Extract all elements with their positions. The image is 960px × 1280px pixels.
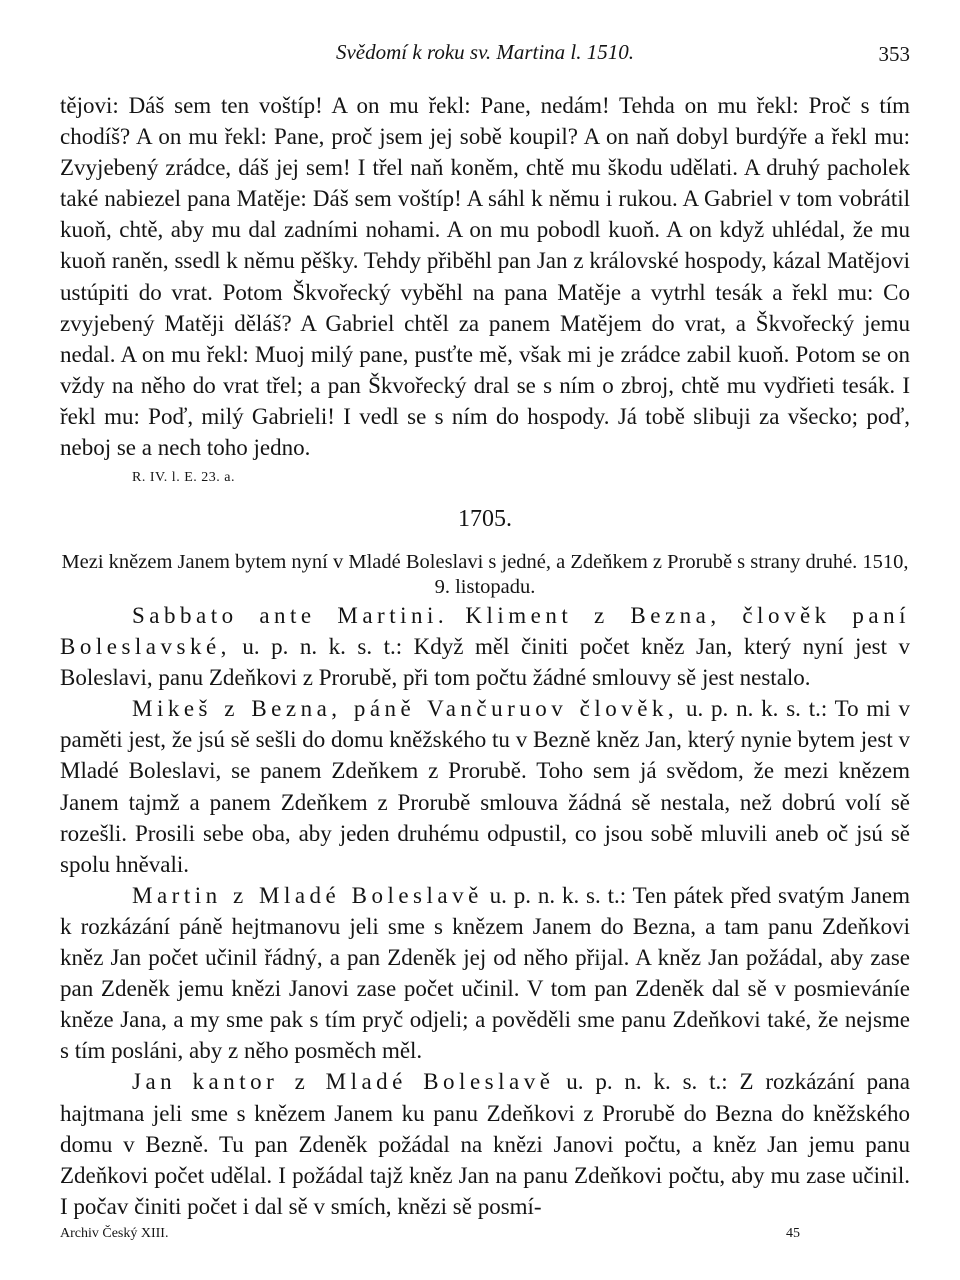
witness-name: Jan kantor z Mladé Boleslavě — [132, 1069, 555, 1095]
continued-text-block — [60, 90, 910, 463]
date-phrase: Sabbato ante Martini. — [132, 603, 449, 628]
testimony-text: u. p. n. k. s. t.: Ten pátek před svatým Janem k rozkázání páně hejtmanovu jeli sme s knězem Janem do Bezna, a tam panu Zdeňkovi kněz Jan počet učinil řádný, a pan Zdeněk jej od něho přijal. A kněz Jan požádal, aby zase pan Zdeněk jemu knězi Janovi zase počet učinil. V tom pan Zdeněk dal sě v posmieváníe kněze Jana, a my sme pak s tím pryč odjeli; a pověděli sme panu Zdeňkovi také, že nejsme s tím posláni, aby z něho posměch měl. — [60, 882, 910, 1064]
page-footer — [60, 1226, 910, 1246]
continued-paragraph: tějovi: Dáš sem ten voštíp! A on mu řekl: Pane, nedám! Tehda on mu řekl: Proč s tím chodíš? A on mu řekl: Pane, proč jsem jej sobě koupil? A on naň dobyl burdýře a řekl mu: Zvyjebený zrádce, dáš jej sem! I třel naň koněm, chtě mu škodu udělati. A druhý pacholek také nabiezel pana Matěje: Dáš sem voštíp! A sáhl k němu i rukou. A Gabriel v tom vobrátil kuoň, chtě, aby mu dal zadními nohami. A on mu pobodl kuoň. A on když uhlédal, že mu kuoň raněn, ssedl k němu pěšky. Tehdy přiběhl pan Jan z královské hospody, kázal Matějovi ustúpiti do vrat. Potom Škvořecký vyběhl na pana Matěje a vytrhl tesák a řekl mu: Co zvyjebený Matěji děláš? A Gabriel chtěl za panem Matějem do vrat, a Škvořecký jemu nedal. A on mu řekl: Muoj milý pane, pusťte mě, však mi je zrádce zabil kuoň. Potom se on vždy na něho do vrat třel; a pan Škvořecký dral se s ním o zbroj, chtě mu vydřieti tesák. I řekl mu: Poď, milý Gabrieli! I vedl se s ním do hospody. Já tobě slibuji za všecko; poď, neboj se a nech toho jedno. — [60, 93, 910, 461]
testimony-paragraph — [60, 1066, 910, 1221]
witness-name: Martin z Mladé Boleslavě — [132, 882, 483, 908]
document-page — [60, 0, 910, 1280]
running-title: Svědomí k roku sv. Martina l. 1510. — [335, 40, 635, 64]
testimony-paragraph — [60, 693, 910, 880]
testimony-paragraph — [60, 600, 910, 693]
witness-name: Mikeš z Bezna, páně Vančuruov člověk, — [132, 696, 679, 722]
document-number: 1705. — [458, 506, 512, 532]
testimony-text: u. p. n. k. s. t.: Když měl činiti počet kněz Jan, který nyní jest v Boleslavi, panu Zdeňkovi z Prorubě, při tom počtu žádné smlouvy sě jest nestalo. — [60, 634, 910, 691]
witness-name: Kliment z Bezna, člověk paní Boleslavské, — [60, 603, 910, 660]
testimonies-block — [60, 600, 910, 1222]
archive-mark: Archiv Český XIII. — [60, 1226, 169, 1241]
page-header — [60, 40, 910, 70]
document-heading: Mezi knězem Janem bytem nyní v Mladé Boleslavi s jedné, a Zdeňkem z Prorubě s strany druhé. 1510, 9. listopadu. — [61, 551, 909, 598]
testimony-paragraph — [60, 880, 910, 1067]
archival-reference: R. IV. l. E. 23. a. — [132, 470, 235, 485]
testimony-text: u. p. n. k. s. t.: Z rozkázání pana hajtmana jeli sme s knězem Janem ku panu Zdeňkovi z Prorubě do Bezna do kněžského domu v Bezně. Tu pan Zdeněk požádal na knězi Janovi počtu, a kněz Jan jemu panu Zdeňkovi počet udělal. I požádal tajž kněz Jan na panu Zdeňkovi počtu, aby mu zase učinil. I počav činiti počet i dal sě v smích, knězi sě posmí- — [60, 1069, 910, 1219]
testimony-text: u. p. n. k. s. t.: To mi v paměti jest, že jsú sě sešli do domu kněžského tu v Bezně kněz Jan, který nynie bytem jest v Mladé Boleslavi, se panem Zdeňkem z Prorubě. Toho sem já svědom, že mezi knězem Janem tajmž a panem Zdeňkem z Prorubě smlouva žádná sě nestala, než dobrú volí sě rozešli. Prosili sebe oba, aby jeden druhému odpustil, co jsou sobě mluvili aneb oč jsú sě spolu hněvali. — [60, 696, 910, 877]
signature-mark: 45 — [786, 1226, 800, 1241]
page-number: 353 — [878, 42, 910, 66]
